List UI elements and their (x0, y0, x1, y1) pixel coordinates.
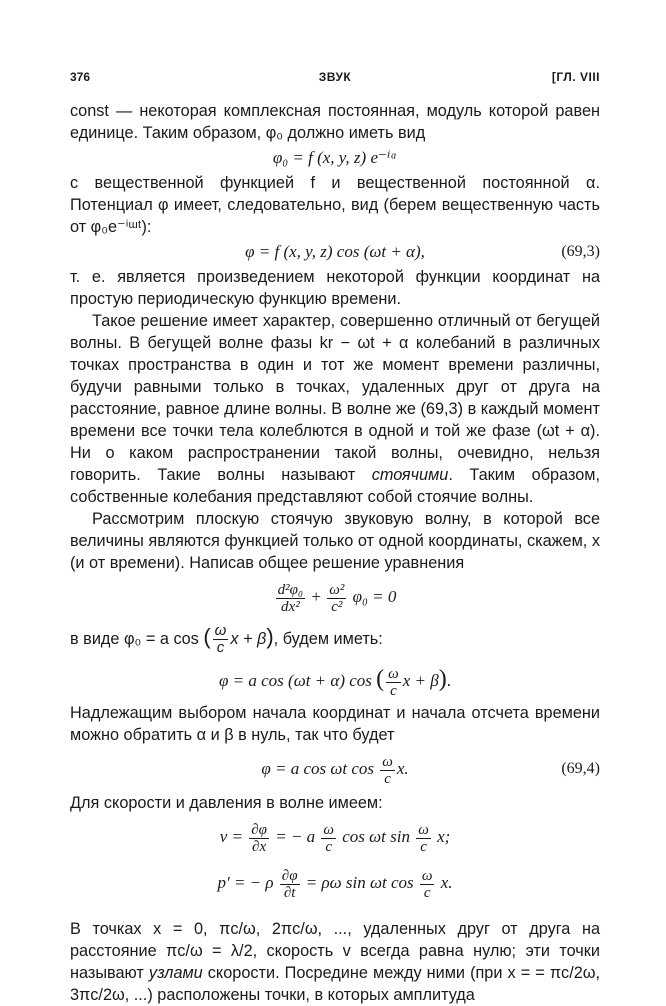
paragraph-2: с вещественной функцией f и вещественной постоянной α. Потенциал φ имеет, следовательно, вид (берем вещественную часть от φ₀e⁻ⁱᵚᵗ): (70, 174, 600, 236)
equation-pressure: p′ = − ρ $\frac{\partial\varphi}{\partial t}$ = ρω sin ωt cos $\frac{\omega}{c}$ x. (217, 867, 453, 901)
term-standing: стоячими (371, 466, 449, 484)
equation-69-3: φ = f (x, y, z) cos (ωt + α), (69,3) (70, 238, 600, 266)
chapter-title: ЗВУК (318, 70, 352, 84)
page-number: 376 (70, 70, 91, 84)
paragraph-7: Надлежащим выбором начала координат и начала отсчета времени можно обратить α и β в нуль, так что будет (70, 704, 600, 745)
equation-velocity: v = $\frac{\partial\varphi}{\partial x}$ = − a $\frac{\omega}{c}$ cos ωt sin $\frac{\omega}{c}$ x; (219, 821, 451, 855)
paragraph-4: Такое решение имеет характер, совершенно отличный от бегущей волны. В бегущей волне фазы kr − ωt + α колебаний в различных точках пространства в один и тот же момент времени различны, будучи равными только в точках, удаленных друг от друга на расстояние, равное длине волны. В волне же (69,3) в каждый момент времени все точки тела колеблются в одной и той же фазе (ωt + α). Ни о каком распространении такой волны, очевидно, нельзя говорить. Такие волны называют стоячими. Таким образом, собственные колебания представляют собой стоячие волны. (70, 312, 600, 506)
equation-standing: φ = a cos (ωt + α) cos ( $\frac{\omega}{c}$ x + β). (219, 665, 451, 699)
book-page (70, 60, 600, 1006)
paragraph-5: Рассмотрим плоскую стоячую звуковую волну, в которой все величины являются функцией только от одной координаты, скажем, x (и от времени). Написав общее решение уравнения (70, 510, 600, 572)
paragraph-8: Для скорости и давления в волне имеем: (70, 794, 383, 813)
paragraph-3: т. е. является произведением некоторой функции координат на простую периодическую функцию времени. (70, 268, 600, 308)
term-nodes: узлами (148, 964, 203, 983)
paragraph-9: В точках x = 0, πc/ω, 2πc/ω, ..., удаленных друг от друга на расстояние πc/ω = λ/2, скорость v всегда равна нулю; эти точки называют узлами скорости. Посредине между ними (при x = = πc/2ω, 3πc/2ω, ...) расположены точки, в которых амплитуда (70, 920, 601, 1005)
equation-wave: $\frac{\text{d²φ₀}}{\text{dx²}}$ + $\frac{\text{ω²}}{\text{c²}}$ φ₀ = 0 (277, 581, 397, 615)
equation-69-4: φ = a cos ωt cos $\frac{\omega}{c}$ x. (69,4) (70, 746, 600, 792)
paragraph-1: const — некоторая комплексная постоянная, модуль которой равен единице. Таким образом, φ₀ должно иметь вид (70, 102, 600, 142)
body-text (70, 100, 600, 1006)
paragraph-6: в виде φ₀ = a cos ( $\frac{\omega}{c}$ x + β), будем иметь: (70, 622, 383, 657)
chapter-ref: [ГЛ. VIII (551, 70, 600, 84)
equation-number: (69,4) (561, 760, 600, 778)
equation-phi0: φ₀ = f (x, y, z) e⁻ⁱᵅ (272, 148, 398, 167)
equation-number: (69,3) (561, 243, 600, 260)
running-header (70, 60, 600, 84)
